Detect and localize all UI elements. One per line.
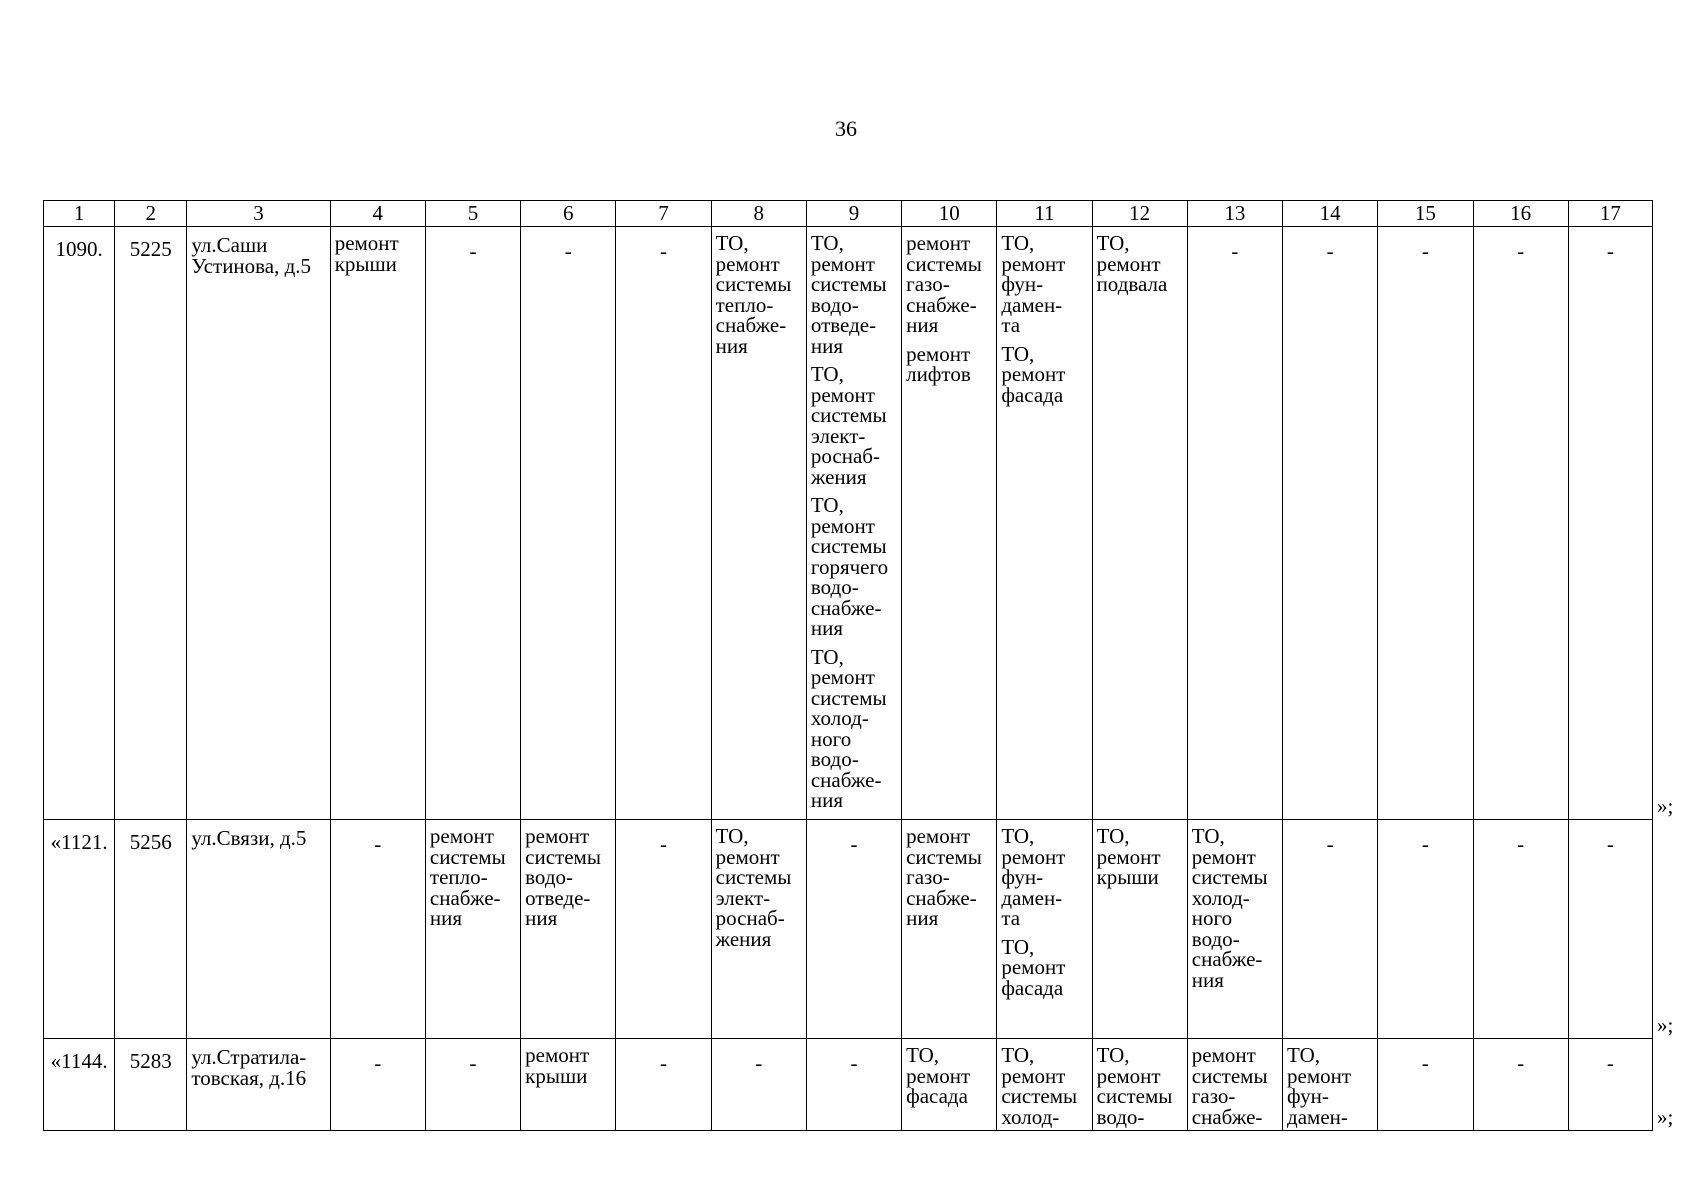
empty-dash: -: [469, 1051, 477, 1075]
table-row: [44, 1039, 1653, 1131]
cell-entry: ТО, ремонт крыши: [1096, 824, 1161, 889]
column-header: 11: [997, 201, 1092, 227]
row-end-mark: »;: [1657, 1012, 1674, 1037]
cell-entry: ТО, ремонт системы холод-: [1001, 1043, 1078, 1129]
column-header: 1: [44, 201, 115, 227]
table-cell-col-9: [806, 820, 901, 1039]
cell-text: 5256: [129, 830, 172, 854]
column-header: 6: [521, 201, 616, 227]
cell-entry: ТО, ремонт системы элект- роснаб- жения: [715, 824, 792, 951]
table-cell-col-1: [44, 1039, 115, 1131]
table-cell-col-7: [616, 820, 711, 1039]
cell-entry: ремонт крыши: [525, 1043, 590, 1088]
table-cell-col-12: [1092, 820, 1187, 1039]
empty-dash: -: [1606, 832, 1614, 856]
table-cell-col-1: [44, 227, 115, 820]
table-cell-col-6: [521, 820, 616, 1039]
table-cell-col-16: [1473, 820, 1568, 1039]
cell-entry: ТО, ремонт системы тепло- снабже- ния: [715, 231, 792, 358]
table-cell-col-11: [997, 820, 1092, 1039]
empty-dash: -: [1421, 1051, 1429, 1075]
cell-entry: ТО, ремонт фасада: [1001, 934, 1066, 1000]
row-end-mark: »;: [1657, 1104, 1674, 1129]
column-header: 14: [1283, 201, 1378, 227]
table-cell-col-10: [902, 227, 997, 820]
table-cell-col-14: [1283, 820, 1378, 1039]
cell-entry: ремонт системы газо- снабже-: [1191, 1043, 1268, 1129]
cell-entry: ремонт системы газо- снабже- ния: [906, 231, 982, 337]
table-cell-col-2: [115, 227, 187, 820]
table-cell-col-14: [1283, 1039, 1378, 1131]
table-cell-col-7: [616, 1039, 711, 1131]
cell-entry: ремонт системы тепло- снабже- ния: [429, 824, 506, 930]
table-cell-col-6: [521, 227, 616, 820]
column-header: 10: [902, 201, 997, 227]
table-cell-col-15: [1378, 1039, 1473, 1131]
table-cell-col-13: [1187, 1039, 1282, 1131]
table-cell-col-8: [711, 820, 806, 1039]
cell-text: ул.Саши Устинова, д.5: [191, 233, 312, 278]
cell-entry: ТО, ремонт системы холод- ного водо- снабже- ния: [810, 644, 887, 812]
table-cell-col-17: [1568, 1039, 1652, 1131]
column-header: 13: [1187, 201, 1282, 227]
table-cell-col-12: [1092, 227, 1187, 820]
empty-dash: -: [850, 832, 858, 856]
table-cell-col-5: [425, 1039, 520, 1131]
column-header: 8: [711, 201, 806, 227]
column-number-row: [44, 201, 1653, 227]
table-cell-col-13: [1187, 227, 1282, 820]
cell-text: «1144.: [50, 1049, 108, 1073]
row-end-mark: »;: [1657, 793, 1674, 818]
table-cell-col-11: [997, 227, 1092, 820]
page-number-text: 36: [835, 116, 857, 141]
column-header: 9: [806, 201, 901, 227]
table-cell-col-15: [1378, 820, 1473, 1039]
cell-entry: ТО, ремонт системы холод- ного водо- снабже- ния: [1191, 824, 1268, 992]
table-cell-col-9: [806, 227, 901, 820]
table-cell-col-1: [44, 820, 115, 1039]
cell-text: 5283: [129, 1049, 172, 1073]
cell-entry: ТО, ремонт фун- дамен-: [1287, 1043, 1352, 1129]
table-cell-col-5: [425, 820, 520, 1039]
column-header: 3: [187, 201, 330, 227]
table-cell-col-16: [1473, 227, 1568, 820]
cell-entry: ТО, ремонт подвала: [1096, 231, 1168, 296]
table-cell-col-12: [1092, 1039, 1187, 1131]
cell-entry: ремонт крыши: [334, 231, 399, 276]
table-cell-col-3: [187, 820, 330, 1039]
empty-dash: -: [1517, 1051, 1525, 1075]
empty-dash: -: [1421, 239, 1429, 263]
cell-entry: ТО, ремонт фасада: [1001, 341, 1066, 407]
table-cell-col-8: [711, 1039, 806, 1131]
cell-text: 5225: [129, 237, 172, 261]
table-row: [44, 820, 1653, 1039]
table-cell-col-2: [115, 1039, 187, 1131]
column-header: 17: [1568, 201, 1652, 227]
table-cell-col-10: [902, 820, 997, 1039]
table-cell-col-4: [330, 820, 425, 1039]
cell-entry: ТО, ремонт фун- дамен- та: [1001, 231, 1066, 337]
table-cell-col-13: [1187, 820, 1282, 1039]
empty-dash: -: [1326, 239, 1334, 263]
cell-entry: ТО, ремонт системы водо-: [1096, 1043, 1173, 1129]
table-cell-col-2: [115, 820, 187, 1039]
column-header: 16: [1473, 201, 1568, 227]
table-cell-col-15: [1378, 227, 1473, 820]
cell-text: ул.Стратила- товская, д.16: [191, 1045, 307, 1090]
table-cell-col-16: [1473, 1039, 1568, 1131]
table-cell-col-17: [1568, 820, 1652, 1039]
table-cell-col-10: [902, 1039, 997, 1131]
cell-text: ул.Связи, д.5: [191, 826, 307, 850]
column-header: 4: [330, 201, 425, 227]
table-cell-col-14: [1283, 227, 1378, 820]
table-cell-col-3: [187, 1039, 330, 1131]
column-header: 5: [425, 201, 520, 227]
cell-entry: ТО, ремонт системы водо- отведе- ния: [810, 231, 887, 358]
cell-entry: ремонт системы водо- отведе- ния: [525, 824, 601, 930]
table-row: [44, 227, 1653, 820]
column-header: 2: [115, 201, 187, 227]
table-cell-col-8: [711, 227, 806, 820]
cell-entry: ТО, ремонт фасада: [906, 1043, 971, 1108]
table-cell-col-9: [806, 1039, 901, 1131]
table-cell-col-3: [187, 227, 330, 820]
cell-entry: ремонт системы газо- снабже- ния: [906, 824, 982, 930]
empty-dash: -: [469, 239, 477, 263]
cell-entry: ТО, ремонт системы элект- роснаб- жения: [810, 362, 887, 489]
column-header: 15: [1378, 201, 1473, 227]
cell-text: 1090.: [55, 237, 103, 261]
empty-dash: -: [374, 832, 382, 856]
empty-dash: -: [1606, 239, 1614, 263]
empty-dash: -: [1231, 239, 1239, 263]
empty-dash: -: [564, 239, 572, 263]
empty-dash: -: [660, 832, 667, 856]
empty-dash: -: [660, 1051, 667, 1075]
empty-dash: -: [374, 1051, 382, 1075]
empty-dash: -: [1326, 832, 1334, 856]
table-cell-col-4: [330, 227, 425, 820]
column-header: 12: [1092, 201, 1187, 227]
empty-dash: -: [660, 239, 667, 263]
empty-dash: -: [1606, 1051, 1614, 1075]
cell-entry: ремонт лифтов: [906, 341, 971, 386]
table-cell-col-17: [1568, 227, 1652, 820]
empty-dash: -: [850, 1051, 858, 1075]
cell-text: «1121.: [50, 830, 108, 854]
column-header: 7: [616, 201, 711, 227]
table-cell-col-6: [521, 1039, 616, 1131]
table-cell-col-4: [330, 1039, 425, 1131]
table-cell-col-5: [425, 227, 520, 820]
empty-dash: -: [1421, 832, 1429, 856]
empty-dash: -: [1517, 239, 1525, 263]
table-cell-col-7: [616, 227, 711, 820]
cell-entry: ТО, ремонт фун- дамен- та: [1001, 824, 1066, 930]
table-cell-col-11: [997, 1039, 1092, 1131]
empty-dash: -: [1517, 832, 1525, 856]
cell-entry: ТО, ремонт системы горячего водо- снабже- ния: [810, 493, 889, 640]
empty-dash: -: [755, 1051, 763, 1075]
repair-schedule-table: [43, 200, 1653, 1131]
